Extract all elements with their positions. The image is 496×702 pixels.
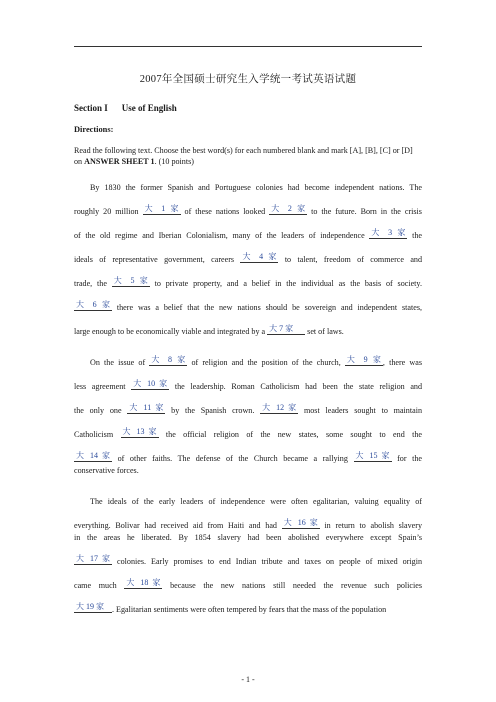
blank-15[interactable]: 大 15 家 <box>355 451 390 460</box>
answer-sheet-label: ANSWER SHEET 1 <box>84 157 155 166</box>
text-line: ideals of representative government, careers 大 4 家 to talent, freedom of commerce and <box>74 252 423 264</box>
text-line: 大 14 家 of other faiths. The defense of the Church became a rallying 大 15 家 for the <box>76 451 423 463</box>
page-title: 2007年全国硕士研究生入学统一考试英语试题 <box>139 74 357 85</box>
header-rule <box>74 46 422 47</box>
directions-text: Read the following text. Choose the best word(s) for each numbered blank and mark [A], [B], [C] or [D] on ANSWER SHEET 1. (10 points) <box>74 146 413 166</box>
text-line: 大 19 家 . Egalitarian sentiments were often tempered by fears that the mass of the population <box>76 602 387 614</box>
blank-7[interactable]: 大 7 家 <box>267 323 305 335</box>
text-line: By 1830 the former Spanish and Portuguese colonies had become independent nations. The <box>90 183 422 192</box>
section-label: Section I <box>74 103 108 113</box>
text-line: conservative forces. <box>74 466 139 475</box>
blank-10[interactable]: 大 10 家 <box>133 379 168 388</box>
text-line: less agreement 大 10 家 the leadership. Roman Catholicism had been the state religion and <box>74 379 423 391</box>
text-line: came much 大 18 家 because the new nations still needed the revenue such policies <box>74 578 423 590</box>
blank-2[interactable]: 大 2 家 <box>271 204 306 213</box>
text-line: large enough to be economically viable and integrated by a 大 7 家 set of laws. <box>74 324 344 336</box>
blank-17[interactable]: 大 17 家 <box>76 554 110 563</box>
text-line: everything. Bolivar had received aid from Haiti and had 大 16 家 in return to abolish slavery <box>74 518 422 530</box>
text-line: 大 17 家 colonies. Early promises to end Indian tribute and taxes on people of mixed origin <box>76 554 422 566</box>
blank-6[interactable]: 大 6 家 <box>76 300 110 309</box>
blank-8[interactable]: 大 8 家 <box>151 355 186 364</box>
text-line: Catholicism 大 13 家 the official religion of the new states, some sought to end the <box>74 427 423 439</box>
blank-5[interactable]: 大 5 家 <box>113 276 148 285</box>
section-name: Use of English <box>121 103 177 113</box>
blank-3[interactable]: 大 3 家 <box>371 228 406 237</box>
text-line: 大 6 家 there was a belief that the new nations should be sovereign and independent states, <box>76 300 422 312</box>
directions-heading: Directions: <box>74 125 114 134</box>
text-line: On the issue of 大 8 家 of religion and the position of the church, 大 9 家 , there was <box>90 355 422 367</box>
blank-16[interactable]: 大 16 家 <box>283 518 318 527</box>
page-number: - 1 - <box>241 675 255 684</box>
blank-13[interactable]: 大 13 家 <box>122 427 157 436</box>
blank-12[interactable]: 大 12 家 <box>262 403 297 412</box>
text-line: The ideals of the early leaders of independence were often egalitarian, valuing equality of <box>90 497 422 506</box>
text-line: roughly 20 million 大 1 家 of these nations looked 大 2 家 to the future. Born in the crisis <box>74 204 422 216</box>
text-line: trade, the 大 5 家 to private property, and a belief in the individual as the basis of society. <box>74 276 422 288</box>
blank-11[interactable]: 大 11 家 <box>129 403 164 412</box>
text-line: in the areas he liberated. By 1854 slavery had been abolished everywhere except Spain’s <box>74 533 422 542</box>
blank-18[interactable]: 大 18 家 <box>126 578 161 587</box>
text-line: of the old regime and Iberian Colonialism, many of the leaders of independence 大 3 家 the <box>74 228 422 240</box>
blank-9[interactable]: 大 9 家 <box>346 355 381 364</box>
blank-14[interactable]: 大 14 家 <box>76 451 110 460</box>
paragraph-3 <box>74 495 422 627</box>
section-heading <box>74 103 177 113</box>
blank-4[interactable]: 大 4 家 <box>242 252 277 261</box>
blank-1[interactable]: 大 1 家 <box>144 204 179 213</box>
paragraph-1 <box>74 181 422 349</box>
text-line: the only one 大 11 家 by the Spanish crown. 大 12 家 most leaders sought to maintain <box>74 403 422 415</box>
paragraph-2 <box>74 356 422 488</box>
blank-19[interactable]: 大 19 家 <box>74 601 112 613</box>
